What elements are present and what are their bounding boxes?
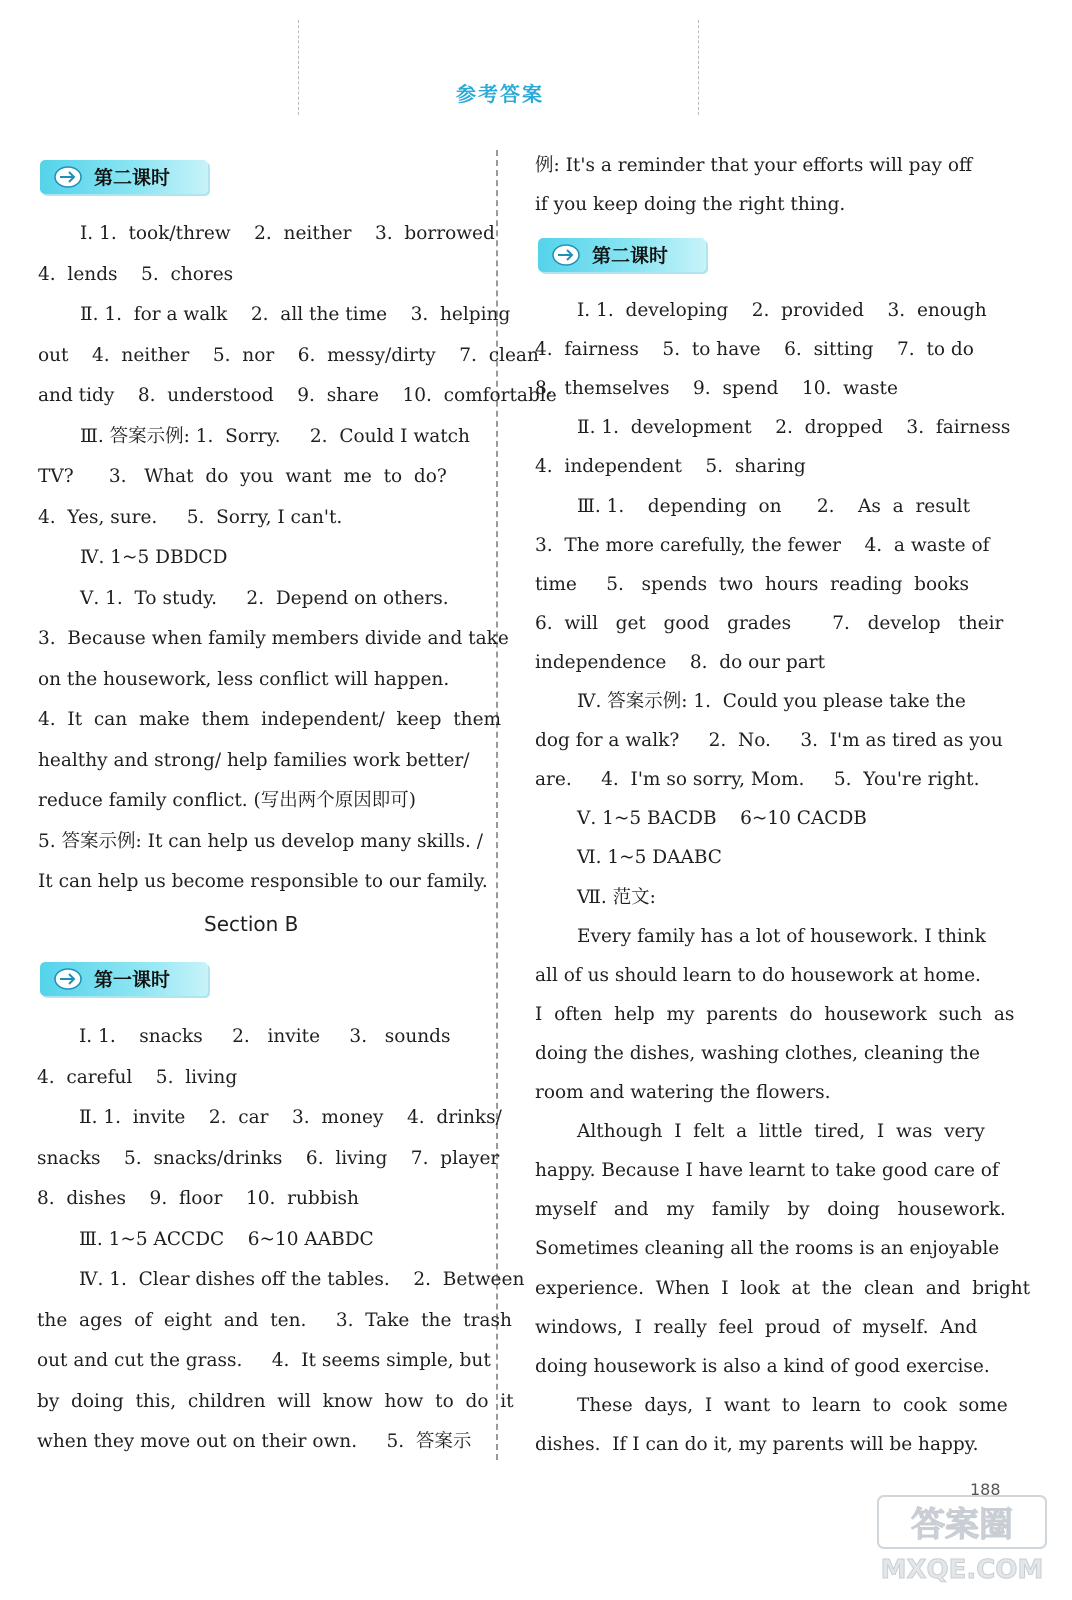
text-line: 4. independent 5. sharing bbox=[535, 456, 806, 478]
text-line: TV? 3. What do you want me to do? bbox=[38, 466, 447, 487]
text-line: Ⅴ. 1. To study. 2. Depend on others. bbox=[80, 587, 449, 609]
text-line: These days, I want to learn to cook some bbox=[577, 1394, 1008, 1416]
text-line: 6. will get good grades 7. develop their bbox=[535, 612, 1004, 634]
text-line: out and cut the grass. 4. It seems simple, but bbox=[37, 1350, 491, 1371]
text-line: 4. lends 5. chores bbox=[38, 263, 234, 285]
text-line: 4. Yes, sure. 5. Sorry, I can't. bbox=[38, 506, 343, 528]
text-line: Ⅳ. 1~5 DBDCD bbox=[80, 547, 228, 568]
watermark-logo bbox=[872, 1488, 1052, 1588]
lesson-badge-label: 第二课时 bbox=[94, 167, 171, 189]
arrow-icon bbox=[552, 244, 580, 266]
text-line: healthy and strong/ help families work better/ bbox=[38, 749, 470, 771]
text-line: windows, I really feel proud of myself. And bbox=[535, 1316, 978, 1338]
text-line: 8. themselves 9. spend 10. waste bbox=[535, 378, 898, 400]
text-line: independence 8. do our part bbox=[535, 651, 826, 673]
text-line: are. 4. I'm so sorry, Mom. 5. You're right. bbox=[535, 769, 980, 791]
text-line: Ⅵ. 1~5 DAABC bbox=[577, 847, 722, 869]
text-line: Ⅳ. 答案示例: 1. Could you please take the bbox=[577, 691, 966, 712]
arrow-icon bbox=[54, 166, 82, 188]
text-line: 3. Because when family members divide and take bbox=[38, 628, 509, 649]
text-line: 4. careful 5. living bbox=[37, 1066, 238, 1088]
text-line: Ⅳ. 1. Clear dishes off the tables. 2. Between bbox=[79, 1269, 525, 1290]
text-line: Ⅲ. 1~5 ACCDC 6~10 AABDC bbox=[79, 1228, 374, 1250]
text-line: out 4. neither 5. nor 6. messy/dirty 7. clean bbox=[38, 344, 539, 366]
text-line: 例: It's a reminder that your efforts will pay off bbox=[535, 155, 973, 176]
arrow-icon bbox=[54, 968, 82, 990]
text-line: 4. It can make them independent/ keep them bbox=[38, 709, 502, 730]
lesson-badge-right bbox=[538, 238, 706, 272]
text-line: I often help my parents do housework such as bbox=[535, 1003, 1015, 1025]
text-line: 4. fairness 5. to have 6. sitting 7. to do bbox=[535, 339, 974, 361]
text-line: and tidy 8. understood 9. share 10. comfortable bbox=[38, 385, 557, 406]
text-line: doing housework is also a kind of good exercise. bbox=[535, 1355, 990, 1377]
text-line: Ⅰ. 1. developing 2. provided 3. enough bbox=[577, 300, 987, 321]
text-line: if you keep doing the right thing. bbox=[535, 194, 846, 215]
text-line: It can help us become responsible to our family. bbox=[38, 871, 488, 892]
text-line: doing the dishes, washing clothes, cleaning the bbox=[535, 1042, 980, 1064]
text-line: time 5. spends two hours reading books bbox=[535, 573, 969, 595]
text-line: when they move out on their own. 5. 答案示 bbox=[37, 1431, 472, 1452]
page-number: 188 bbox=[970, 1480, 1001, 1499]
page-header-title: 参考答案 bbox=[456, 82, 544, 106]
text-line: 8. dishes 9. floor 10. rubbish bbox=[37, 1188, 359, 1209]
text-line: reduce family conflict. (写出两个原因即可) bbox=[38, 790, 416, 811]
section-heading: Section B bbox=[204, 912, 299, 936]
text-line: myself and my family by doing housework. bbox=[535, 1199, 1006, 1221]
text-line: Ⅲ. 答案示例: 1. Sorry. 2. Could I watch bbox=[80, 425, 470, 447]
svg-text:答案圈: 答案圈 bbox=[911, 1505, 1013, 1545]
text-line: Ⅰ. 1. snacks 2. invite 3. sounds bbox=[79, 1026, 451, 1047]
text-line: Ⅴ. 1~5 BACDB 6~10 CACDB bbox=[577, 808, 867, 830]
text-line: snacks 5. snacks/drinks 6. living 7. player bbox=[37, 1147, 500, 1169]
text-line: Ⅲ. 1. depending on 2. As a result bbox=[577, 495, 971, 517]
lesson-badge-label: 第一课时 bbox=[94, 969, 171, 991]
text-line: dog for a walk? 2. No. 3. I'm as tired as you bbox=[535, 730, 1003, 752]
text-line: all of us should learn to do housework at home. bbox=[535, 964, 981, 986]
text-line: Ⅱ. 1. for a walk 2. all the time 3. helping bbox=[80, 304, 511, 325]
lesson-badge-label: 第二课时 bbox=[592, 245, 669, 267]
text-line: dishes. If I can do it, my parents will be happy. bbox=[535, 1433, 979, 1455]
lesson-badge-left-1 bbox=[40, 160, 208, 194]
text-line: Although I felt a little tired, I was very bbox=[577, 1121, 985, 1143]
text-line: Ⅱ. 1. invite 2. car 3. money 4. drinks/ bbox=[79, 1107, 502, 1128]
header-rule-left bbox=[298, 20, 299, 115]
text-line: Sometimes cleaning all the rooms is an enjoyable bbox=[535, 1238, 1000, 1260]
text-line: experience. When I look at the clean and bright bbox=[535, 1277, 1031, 1299]
text-line: the ages of eight and ten. 3. Take the trash bbox=[37, 1309, 512, 1331]
text-line: Ⅶ. 范文: bbox=[577, 886, 656, 908]
text-line: 5. 答案示例: It can help us develop many skills. / bbox=[38, 830, 483, 852]
text-line: 3. The more carefully, the fewer 4. a waste of bbox=[535, 534, 990, 556]
text-line: Every family has a lot of housework. I think bbox=[577, 925, 986, 947]
text-line: by doing this, children will know how to do it bbox=[37, 1390, 514, 1412]
text-line: Ⅰ. 1. took/threw 2. neither 3. borrowed bbox=[80, 223, 495, 244]
text-line: Ⅱ. 1. development 2. dropped 3. fairness bbox=[577, 417, 1011, 439]
header-rule-right bbox=[698, 20, 699, 115]
svg-text:MXQE.COM: MXQE.COM bbox=[880, 1555, 1044, 1585]
text-line: room and watering the flowers. bbox=[535, 1082, 831, 1103]
text-line: happy. Because I have learnt to take good care of bbox=[535, 1160, 999, 1182]
lesson-badge-left-2 bbox=[40, 962, 208, 996]
text-line: on the housework, less conflict will happen. bbox=[38, 668, 450, 690]
